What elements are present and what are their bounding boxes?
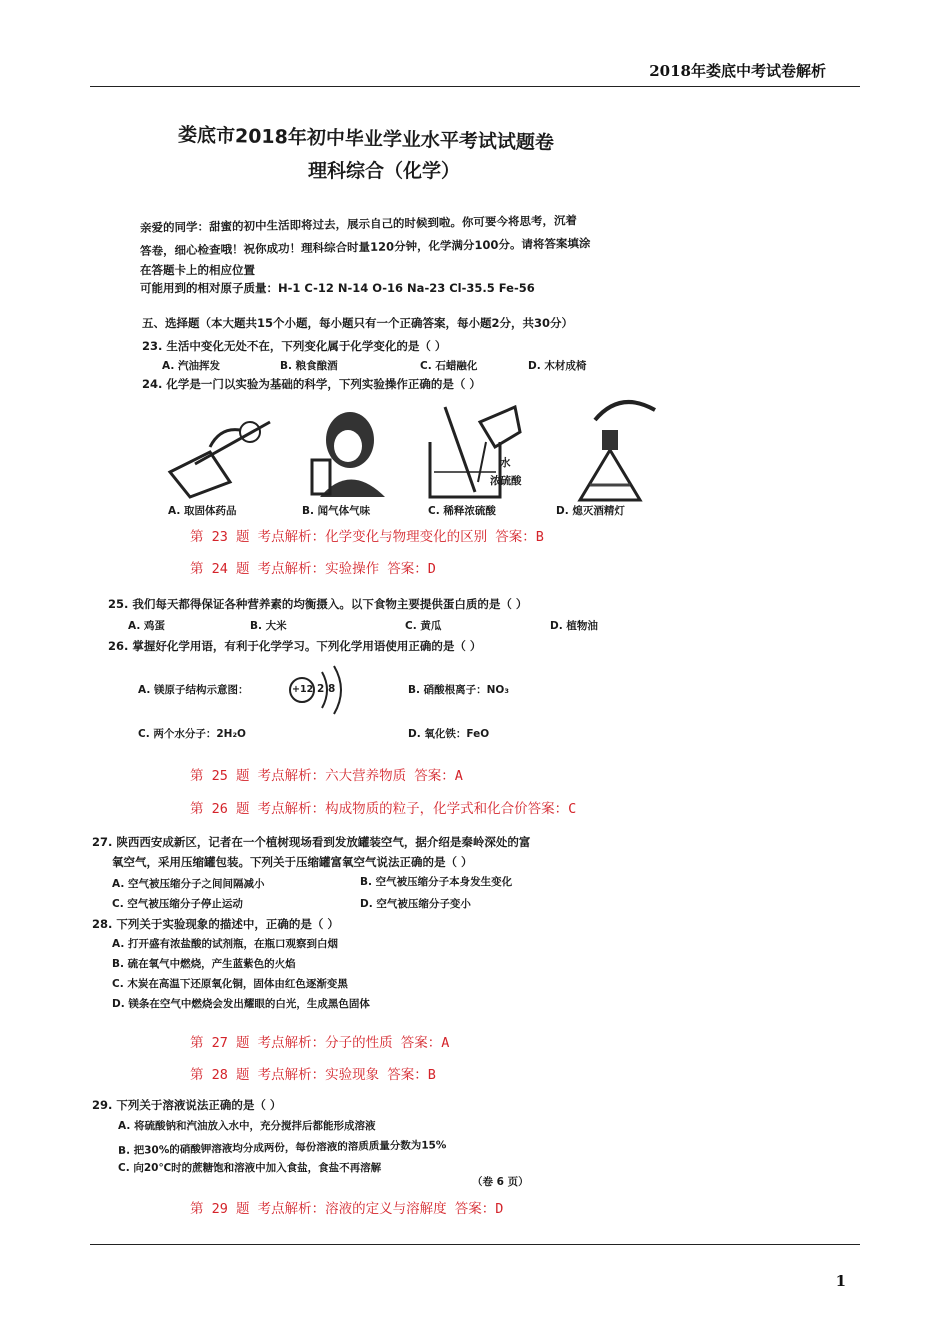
q23-option-d: D. 木材成椅 — [528, 360, 587, 372]
header-rule — [90, 86, 860, 87]
q25-option-d: D. 植物油 — [550, 620, 598, 632]
page-header-title: 2018年娄底中考试卷解析 — [649, 62, 826, 80]
answer-27: 第 27 题 考点解析：分子的性质 答案：A — [190, 1035, 450, 1051]
water-label: 水 — [500, 457, 511, 469]
answer-25: 第 25 题 考点解析：六大营养物质 答案：A — [190, 768, 463, 784]
q27-option-b: B. 空气被压缩分子本身发生变化 — [360, 876, 513, 888]
question-24: 24. 化学是一门以实验为基础的科学，下列实验操作正确的是（ ） — [142, 377, 481, 391]
q26-option-c: C. 两个水分子：2H₂O — [138, 728, 246, 740]
question-27-line-2: 氧空气，采用压缩罐包装。下列关于压缩罐富氧空气说法正确的是（ ） — [112, 855, 473, 869]
intro-line-3: 在答题卡上的相应位置 — [140, 263, 255, 277]
q24-option-b: B. 闻气体气味 — [302, 505, 371, 517]
q23-option-a: A. 汽油挥发 — [162, 360, 220, 372]
q25-option-b: B. 大米 — [250, 620, 287, 632]
q29-option-b: B. 把30%的硝酸钾溶液均分成两份，每份溶液的溶质质量分数为15% — [117, 1139, 447, 1157]
question-25: 25. 我们每天都得保证各种营养素的均衡摄入。以下食物主要提供蛋白质的是（ ） — [108, 597, 528, 611]
q23-option-c: C. 石蜡融化 — [420, 360, 478, 372]
exam-subtitle: 理科综合（化学） — [308, 160, 461, 182]
q26-option-b: B. 硝酸根离子：NO₃ — [408, 684, 509, 696]
question-27-line-1: 27. 陕西西安成新区，记者在一个植树现场看到发放罐装空气，据介绍是秦岭深处的富 — [92, 835, 531, 849]
question-26: 26. 掌握好化学用语，有利于化学学习。下列化学用语使用正确的是（ ） — [108, 639, 482, 653]
q25-option-a: A. 鸡蛋 — [128, 620, 165, 632]
q28-option-c: C. 木炭在高温下还原氧化铜，固体由红色逐渐变黑 — [112, 978, 348, 990]
scan-block-q23-q24 — [90, 110, 670, 520]
answer-26: 第 26 题 考点解析：构成物质的粒子，化学式和化合价答案：C — [190, 801, 577, 817]
q27-option-c: C. 空气被压缩分子停止运动 — [112, 898, 243, 910]
question-23: 23. 生活中变化无处不在，下列变化属于化学变化的是（ ） — [142, 339, 447, 353]
footer-rule — [90, 1244, 860, 1245]
answer-28: 第 28 题 考点解析：实验现象 答案：B — [190, 1067, 436, 1083]
q29-option-a: A. 将硫酸钠和汽油放入水中，充分搅拌后都能形成溶液 — [118, 1120, 376, 1132]
nucleus-charge: +12 — [292, 684, 314, 695]
answer-29: 第 29 题 考点解析：溶液的定义与溶解度 答案：D — [190, 1201, 504, 1217]
page-number: 1 — [835, 1272, 846, 1290]
acid-label: 浓硫酸 — [490, 475, 522, 487]
q24-option-a: A. 取固体药品 — [168, 505, 237, 517]
smell-gas-illustration — [290, 402, 400, 502]
q27-option-d: D. 空气被压缩分子变小 — [360, 898, 471, 910]
q28-option-b: B. 硫在氧气中燃烧，产生蓝紫色的火焰 — [112, 958, 296, 970]
answer-23: 第 23 题 考点解析：化学变化与物理变化的区别 答案：B — [190, 529, 544, 545]
section-heading: 五、选择题（本大题共15个小题，每小题只有一个正确答案，每小题2分，共30分） — [142, 316, 574, 330]
question-29: 29. 下列关于溶液说法正确的是（ ） — [92, 1098, 282, 1112]
q24-option-c: C. 稀释浓硫酸 — [428, 505, 496, 517]
q26-option-d: D. 氧化铁：FeO — [408, 728, 490, 740]
q29-page-mark: （卷 6 页） — [472, 1176, 529, 1188]
answer-24: 第 24 题 考点解析：实验操作 答案：D — [190, 561, 436, 577]
question-28: 28. 下列关于实验现象的描述中，正确的是（ ） — [92, 917, 339, 931]
scan-block-q25-q26 — [100, 590, 675, 750]
electron-shells: 2 8 — [317, 683, 336, 695]
q28-option-d: D. 镁条在空气中燃烧会发出耀眼的白光，生成黑色固体 — [112, 998, 370, 1010]
q25-option-c: C. 黄瓜 — [405, 620, 442, 632]
alcohol-lamp-illustration — [560, 390, 660, 502]
intro-line-2: 答卷，细心检查哦！祝你成功！理科综合时量120分钟，化学满分100分。请将答案填涂 — [139, 236, 591, 258]
atomic-mass-line: 可能用到的相对原子质量：H-1 C-12 N-14 O-16 Na-23 Cl-35.5 Fe-56 — [140, 281, 535, 295]
q26-option-a: A. 镁原子结构示意图： — [138, 684, 249, 696]
scan-block-q29 — [92, 1092, 562, 1187]
take-solid-illustration — [150, 402, 280, 502]
q29-option-c: C. 向20℃时的蔗糖饱和溶液中加入食盐，食盐不再溶解 — [118, 1162, 382, 1174]
intro-line-1: 亲爱的同学：甜蜜的初中生活即将过去，展示自己的时候到啦。你可要今将思考，沉着 — [139, 213, 578, 235]
q24-option-d: D. 熄灭酒精灯 — [556, 505, 625, 517]
q28-option-a: A. 打开盛有浓盐酸的试剂瓶，在瓶口观察到白烟 — [112, 938, 338, 950]
q27-option-a: A. 空气被压缩分子之间间隔减小 — [112, 878, 265, 890]
exam-title: 娄底市2018年初中毕业学业水平考试试题卷 — [177, 124, 555, 154]
q23-option-b: B. 粮食酿酒 — [280, 360, 338, 372]
scan-block-q27-q28 — [92, 828, 612, 1018]
